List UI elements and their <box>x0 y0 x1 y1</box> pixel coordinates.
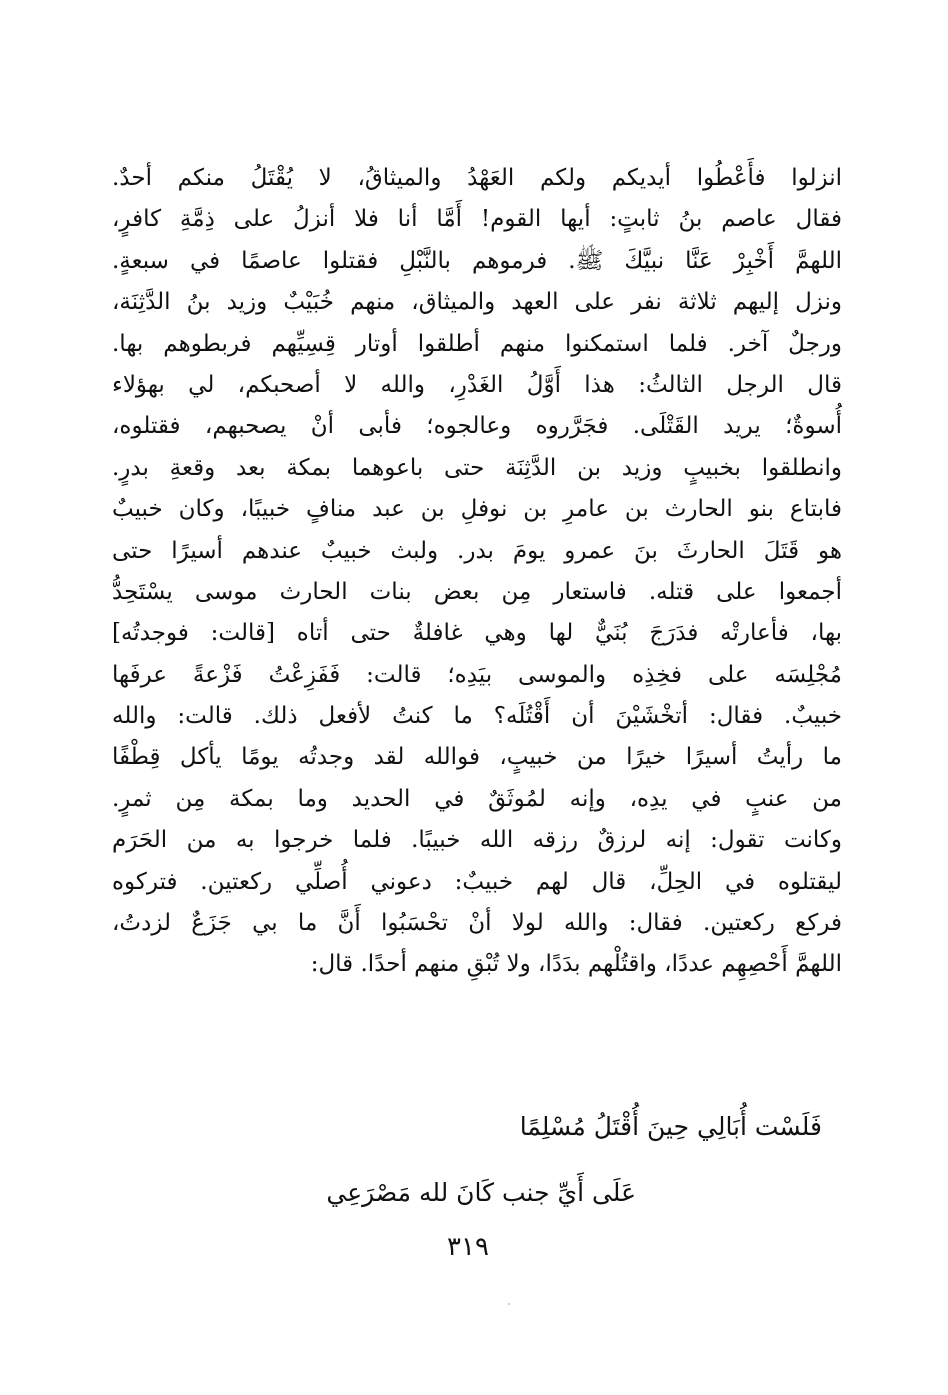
text-line: وانطلقوا بخبيبٍ وزيد بن الدَّثِنَة حتى باعوهما بمكة بعد وقعةِ بدرٍ. <box>112 454 842 481</box>
text-line: وكانت تقول: إنه لرزقٌ رزقه الله خبيبًا. فلما خرجوا به من الحَرَم <box>112 827 842 854</box>
text-line: فابتاع بنو الحارث بن عامرِ بن نوفلِ بن عبد منافٍ خبيبًا، وكان خبيبٌ <box>112 496 842 523</box>
text-line: هو قَتَلَ الحارثَ بنَ عمرو يومَ بدر. ولبث خبيبٌ عندهم أسيرًا حتى <box>112 537 842 564</box>
scan-speck <box>508 1303 510 1305</box>
text-line: ونزل إليهم ثلاثة نفر على العهد والميثاق، منهم خُبَيْبٌ وزيد بنُ الدَّثِنَة، <box>112 289 842 316</box>
text-line: فركع ركعتين. فقال: والله لولا أنْ تحْسَبُوا أَنَّ ما بي جَزَعٌ لزدتُ، <box>112 910 842 937</box>
text-line: ليقتلوه في الحِلِّ، قال لهم خبيبٌ: دعوني أُصلِّي ركعتين. فتركوه <box>112 868 842 895</box>
poem-verse-second-hemistich: عَلَى أَيِّ جنب كَانَ لله مَصْرَعِي <box>326 1178 636 1207</box>
text-line: بها، فأعارتْه فدَرَجَ بُنَيٌّ لها وهي غافلةٌ حتى أتاه [قالت: فوجدتُه] <box>112 620 842 647</box>
prose-paragraph <box>112 158 842 986</box>
text-line: مُجْلِسَه على فخِذِه والموسى بيَدِه؛ قالت: فَفَزِعْتُ فَزْعةً عرفَها <box>112 661 842 688</box>
text-line: اللهمَّ أَخْبِرْ عَنَّا نبيَّكَ ﷺ. فرموهم بالنَّبْلِ فقتلوا عاصمًا في سبعةٍ. <box>112 247 842 274</box>
page-number: ٣١٩ <box>447 1232 489 1262</box>
poem-verse-first-hemistich: فَلَسْت أُبَالِي حِينَ أُقْتَلُ مُسْلِمًا <box>519 1112 822 1141</box>
text-line: ما رأيتُ أسيرًا خيرًا من خبيبٍ، فوالله لقد وجدتُه يومًا يأكل قِطْفًا <box>112 744 842 771</box>
text-line: من عنبٍ في يدِه، وإنه لمُوثَقٌ في الحديد وما بمكة مِن ثمرٍ. <box>112 785 842 812</box>
text-line: انزلوا فأَعْطُوا أيديكم ولكم العَهْدُ والميثاقُ، لا يُقْتَلُ منكم أحدٌ. <box>112 165 842 191</box>
text-line: قال الرجل الثالثُ: هذا أَوَّلُ الغَدْرِ، والله لا أصحبكم، لي بهؤلاء <box>112 371 842 398</box>
text-line: أجمعوا على قتله. فاستعار مِن بعض بنات الحارث موسى يسْتَحِدُّ <box>112 578 842 605</box>
text-line: اللهمَّ أَحْصِهِم عددًا، واقتُلْهم بدَدًا، ولا تُبْقِ منهم أحدًا. قال: <box>310 951 842 978</box>
text-line: خبيبٌ. فقال: أتخْشَيْنَ أن أَقْتُلَه؟ ما كنتُ لأفعل ذلك. قالت: والله <box>112 703 842 730</box>
text-line: أُسوةٌ؛ يريد القَتْلَى. فجَرَّروه وعالجوه؛ فأبى أنْ يصحبهم، فقتلوه، <box>112 413 842 440</box>
text-line: ورجلٌ آخر. فلما استمكنوا منهم أطلقوا أوتار قِسِيِّهم فربطوهم بها. <box>112 330 842 357</box>
text-line: فقال عاصم بنُ ثابتٍ: أيها القوم! أَمَّا أنا فلا أنزلُ على ذِمَّةِ كافرٍ، <box>112 206 842 233</box>
